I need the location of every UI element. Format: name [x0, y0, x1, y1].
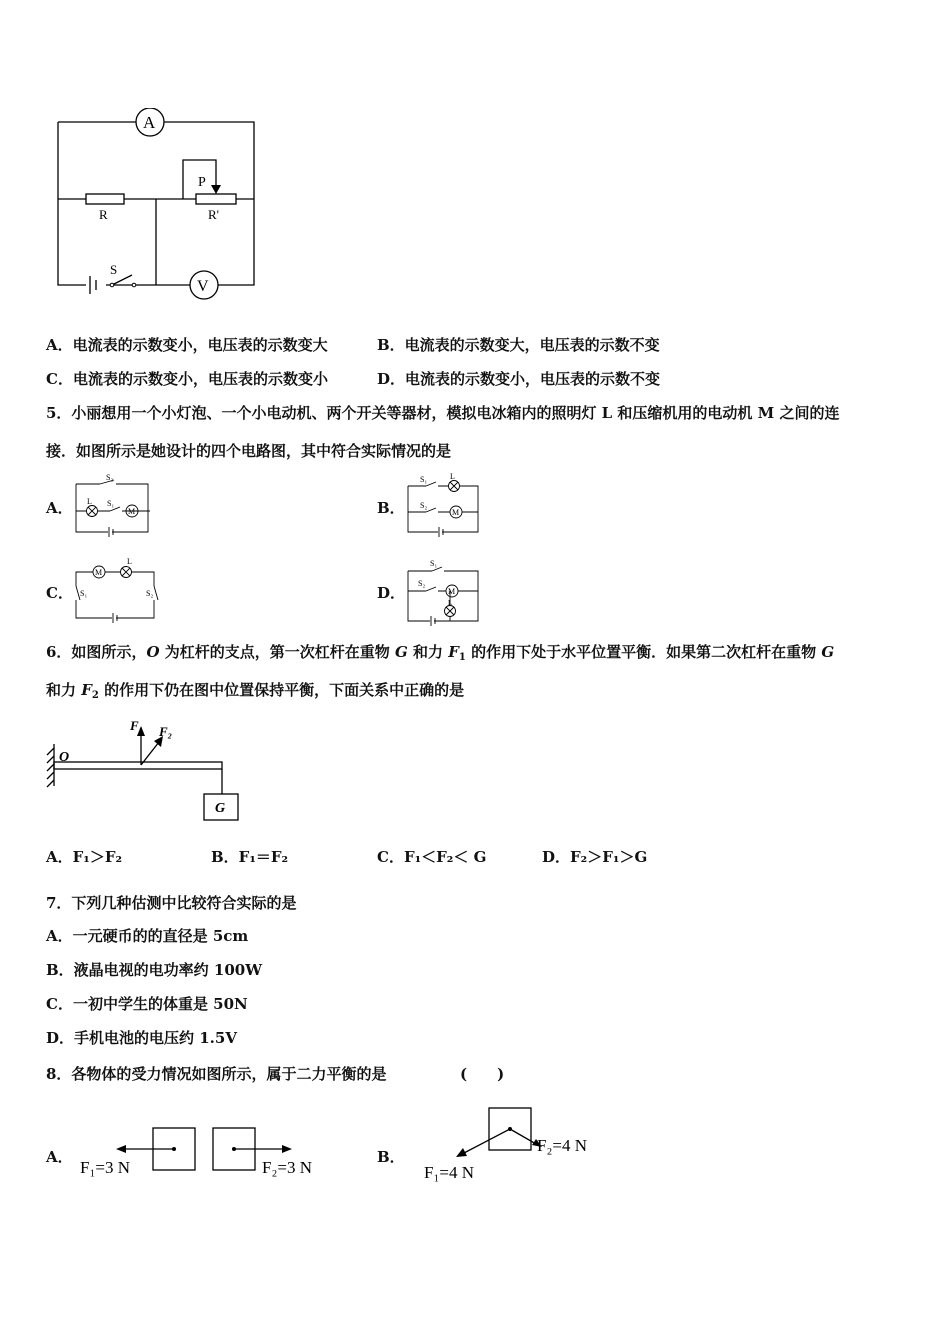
- q6-fig-o: O: [59, 750, 70, 765]
- q5a-s2: S₂: [106, 473, 114, 482]
- q5-stem-line1: 5．小丽想用一个小灯泡、一个小电动机、两个开关等器材，模拟电冰箱内的照明灯 L 和压缩机用的电动机 M 之间的连: [46, 404, 840, 422]
- q6-l1-a: 6．如图所示，: [46, 643, 147, 661]
- q5c-m: M: [95, 568, 103, 577]
- q7-option-d: D．手机电池的电压约 1.5V: [46, 1029, 237, 1047]
- resistor-r-label: R: [99, 207, 108, 222]
- q6-stem-line1: [46, 642, 834, 668]
- q4-option-a: A．电流表的示数变小，电压表的示数变大: [46, 336, 328, 354]
- q6-l1-c: 和力: [407, 643, 449, 661]
- q8-option-a-label: A．: [46, 1148, 73, 1166]
- q5c-s1: S₁: [80, 589, 88, 598]
- q6-l2-a: 和力: [46, 681, 82, 699]
- q7-option-b: B．液晶电视的电功率约 100W: [46, 961, 263, 979]
- q5-circuit-c: [70, 556, 162, 626]
- q5d-s2: S₂: [418, 579, 426, 588]
- q6-lever-diagram: [44, 712, 249, 827]
- q6-l1-f: F: [448, 643, 459, 661]
- q8-paren: ( ): [460, 1065, 505, 1083]
- q5-option-c-label: C．: [46, 584, 73, 602]
- q8-force-diagram-a: [76, 1122, 336, 1184]
- q4-circuit-diagram: [50, 108, 265, 303]
- q5c-s2: S₂: [146, 589, 154, 598]
- q8-force-diagram-b: [420, 1100, 610, 1190]
- q5b-m: M: [452, 508, 460, 517]
- q5-option-a-label: A．: [46, 499, 73, 517]
- q8a-f1: F₁=3 N: [80, 1158, 130, 1177]
- q4-option-d: D．电流表的示数变小，电压表的示数不变: [377, 370, 661, 388]
- q6-fig-f1: F₁: [130, 718, 144, 733]
- q5-stem-line2: 接．如图所示是她设计的四个电路图，其中符合实际情况的是: [46, 442, 452, 460]
- q6-option-b: B．F₁＝F₂: [211, 848, 289, 866]
- q6-l2-f: F: [81, 681, 92, 699]
- q4-option-c: C．电流表的示数变小，电压表的示数变小: [46, 370, 328, 388]
- q6-stem-line2: [46, 680, 464, 706]
- q6-l1-g2: G: [821, 643, 835, 661]
- q7-option-c: C．一初中学生的体重是 50N: [46, 995, 248, 1013]
- q7-stem: 7．下列几种估测中比较符合实际的是: [46, 894, 297, 912]
- q5a-l: L: [87, 497, 92, 506]
- q6-option-a: A．F₁＞F₂: [46, 848, 123, 866]
- q5-option-d-label: D．: [377, 584, 406, 602]
- ammeter-label: A: [143, 113, 156, 132]
- q6-l1-g: G: [394, 643, 408, 661]
- q6-l2-b: 的作用下仍在图中位置保持平衡，下面关系中正确的是: [98, 681, 465, 699]
- q5c-l: L: [127, 557, 132, 566]
- q8-stem: 8．各物体的受力情况如图所示，属于二力平衡的是: [46, 1065, 387, 1083]
- q6-l1-o: O: [146, 643, 160, 661]
- q6-option-c: C．F₁＜F₂＜ G: [377, 848, 487, 866]
- q5-circuit-d: [402, 555, 482, 627]
- q6-l1-d: 的作用下处于水平位置平衡．如果第二次杠杆在重物: [465, 643, 822, 661]
- q6-option-d: D．F₂＞F₁＞G: [542, 848, 648, 866]
- q5a-s1: S₁: [107, 499, 115, 508]
- q5-circuit-b: [402, 470, 482, 542]
- q5b-s2: S₂: [420, 501, 428, 510]
- q5d-l: L: [448, 599, 453, 607]
- q6-l2-sub: 2: [91, 690, 99, 701]
- switch-label: S: [110, 262, 118, 277]
- q5-circuit-a: [72, 472, 152, 542]
- q8-option-b-label: B．: [377, 1148, 405, 1166]
- q5d-s1: S₁: [430, 559, 438, 568]
- q6-fig-f2: F₂: [159, 724, 173, 739]
- q5a-m: M: [128, 507, 136, 516]
- q6-l1-sub: 1: [458, 652, 466, 663]
- q4-option-b: B．电流表的示数变大，电压表的示数不变: [377, 336, 660, 354]
- q8a-f2: F₂=3 N: [262, 1158, 312, 1177]
- q6-l1-b: 为杠杆的支点，第一次杠杆在重物: [159, 643, 395, 661]
- q5d-m: M: [448, 587, 456, 596]
- q5-option-b-label: B．: [377, 499, 405, 517]
- q7-option-a: A．一元硬币的的直径是 5cm: [46, 927, 249, 945]
- slider-label: P: [198, 175, 206, 190]
- q8b-f1: F₁=4 N: [424, 1163, 474, 1182]
- resistor-r2-label: R': [208, 207, 220, 222]
- voltmeter-label: V: [197, 278, 209, 295]
- q5b-s1: S₁: [420, 475, 428, 484]
- q8b-f2: F₂=4 N: [537, 1136, 587, 1155]
- q6-fig-g: G: [215, 801, 226, 816]
- q5b-l: L: [450, 472, 455, 481]
